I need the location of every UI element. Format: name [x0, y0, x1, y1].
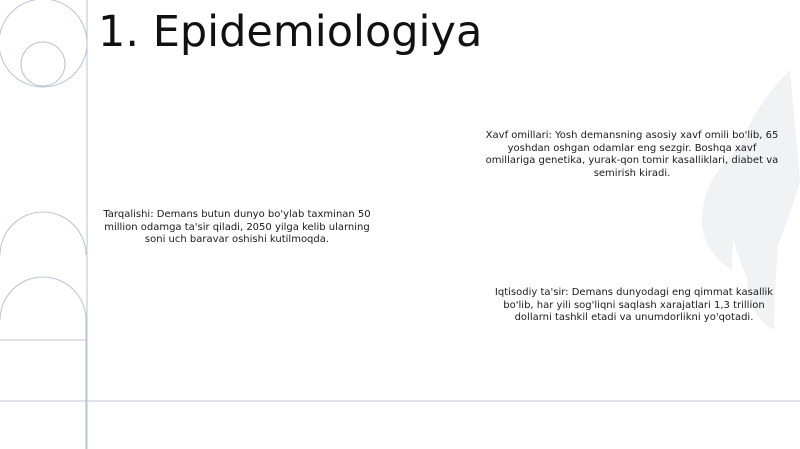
economic-impact-text: Iqtisodiy ta'sir: Demans dunyodagi eng qimmat kasallik bo'lib, har yili sog'liqni saqlash xarajatlari 1,3 trillion dollarni tashkil etadi va unumdorlikni yo'qotadi.	[494, 287, 774, 323]
deco-large-circle	[0, 0, 87, 87]
prevalence-text: Tarqalishi: Demans butun dunyo bo'ylab taxminan 50 million odamga ta'sir qiladi, 2050 yilga kelib ularning soni uch baravar oshishi kutilmoqda.	[103, 209, 371, 245]
deco-small-circle	[21, 42, 65, 86]
page-title: 1. Epidemiologiya	[98, 7, 483, 57]
risk-factors-text: Xavf omillari: Yosh demansning asosiy xavf omili bo'lib, 65 yoshdan oshgan odamlar eng sezgir. Boshqa xavf omillariga genetika, yurak-qon tomir kasalliklari, diabet va semirish kiradi.	[485, 130, 779, 179]
deco-arch-lower	[0, 277, 86, 449]
deco-arch-upper	[0, 212, 86, 255]
